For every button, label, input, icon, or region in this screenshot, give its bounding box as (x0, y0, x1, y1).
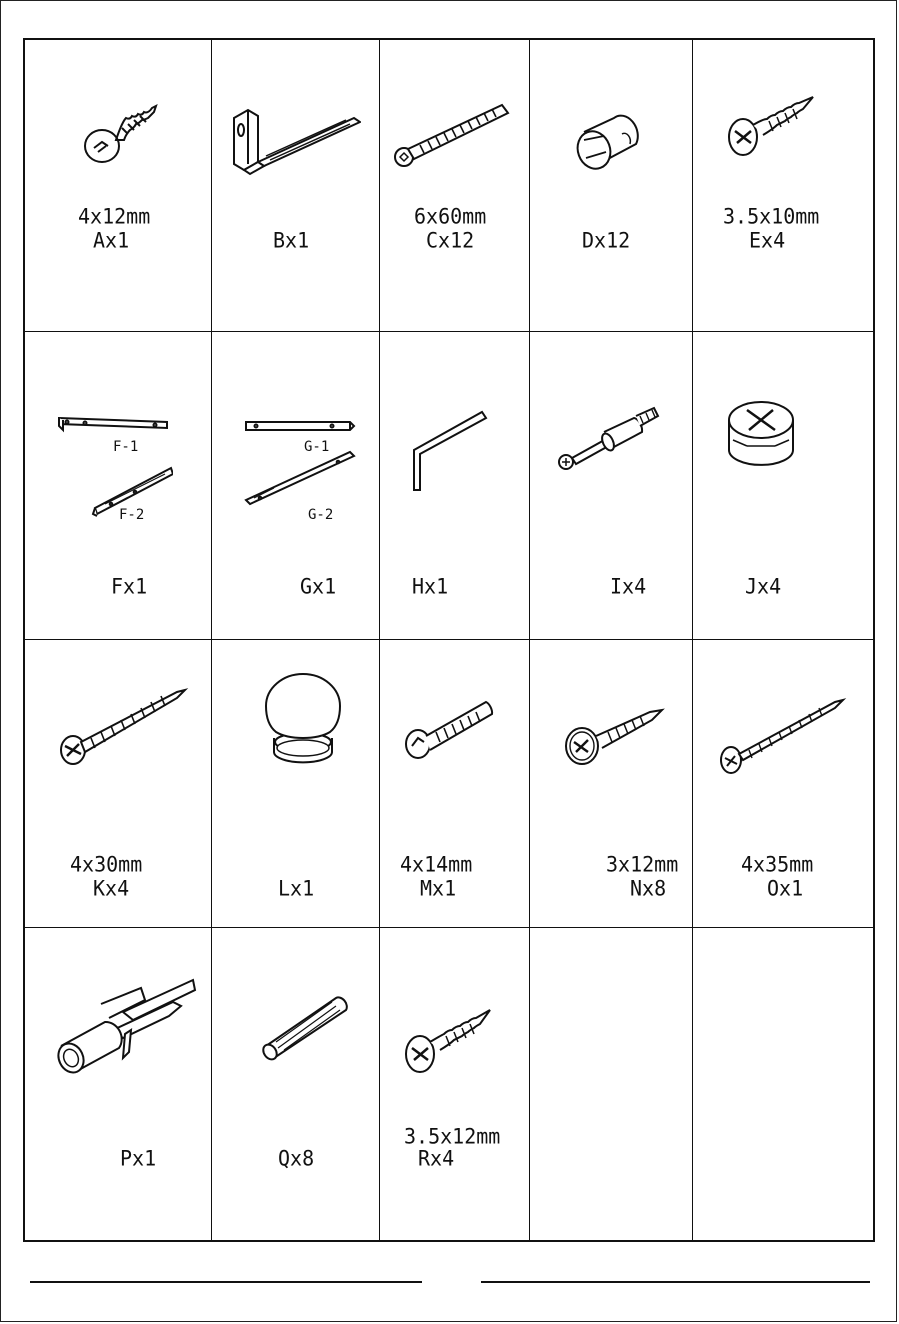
part-size-label: 4x35mm (741, 851, 814, 877)
part-qty-label: Gx1 (300, 573, 337, 599)
part-qty-label: Ex4 (749, 227, 786, 253)
part-qty-label: Ax1 (93, 227, 130, 253)
long-screw-icon (57, 686, 189, 776)
part-sub-label: G-2 (308, 507, 334, 523)
part-qty-label: Ix4 (610, 573, 647, 599)
part-cell-c (380, 40, 529, 331)
part-cell-a (25, 40, 211, 331)
part-cell-g (212, 332, 379, 639)
knob-icon (260, 670, 346, 770)
part-cell-i (530, 332, 692, 639)
part-cell-n (530, 640, 692, 927)
part-qty-label: Lx1 (278, 875, 315, 901)
part-cell-f (25, 332, 211, 639)
part-qty-label: Hx1 (412, 573, 449, 599)
part-cell-e (693, 40, 875, 331)
part-qty-label: Qx8 (278, 1145, 315, 1171)
part-qty-label: Px1 (120, 1145, 157, 1171)
part-qty-label: Ox1 (767, 875, 804, 901)
barrel-nut-icon (570, 110, 650, 180)
part-size-label: 3.5x12mm (404, 1123, 501, 1149)
part-qty-label: Bx1 (273, 227, 310, 253)
flat-head-screw-icon (725, 95, 825, 165)
part-qty-label: Jx4 (745, 573, 782, 599)
part-cell-h (380, 332, 529, 639)
footer-rule-left (30, 1281, 422, 1283)
part-cell-m (380, 640, 529, 927)
part-cell-r (380, 928, 529, 1242)
allen-key-icon (408, 406, 492, 496)
part-sub-label: F-2 (119, 507, 145, 523)
cam-bolt-icon (554, 402, 664, 482)
part-cell-d (530, 40, 692, 331)
truss-head-screw-icon (80, 100, 170, 170)
part-size-label: 4x14mm (400, 851, 473, 877)
part-qty-label: Cx12 (426, 227, 475, 253)
empty-cell (693, 928, 875, 1242)
cam-lock-icon (723, 396, 799, 472)
part-cell-j (693, 332, 875, 639)
part-cell-l (212, 640, 379, 927)
drawer-slide-f-icon (55, 408, 173, 528)
hex-bolt-icon (390, 95, 515, 175)
flat-head-screw-icon (402, 1000, 502, 1080)
part-size-label: 3.5x10mm (723, 203, 820, 229)
part-qty-label: Mx1 (420, 875, 457, 901)
part-qty-label: Rx4 (418, 1145, 455, 1171)
part-qty-label: Fx1 (111, 573, 148, 599)
part-size-label: 3x12mm (606, 851, 679, 877)
machine-screw-icon (402, 696, 502, 768)
part-size-label: 4x30mm (70, 851, 143, 877)
part-sub-label: F-1 (113, 439, 139, 455)
long-thin-screw-icon (717, 696, 847, 780)
part-qty-label: Nx8 (630, 875, 667, 901)
footer-rule-right (481, 1281, 870, 1283)
part-cell-o (693, 640, 875, 927)
wall-anchor-icon (53, 974, 203, 1074)
part-size-label: 6x60mm (414, 203, 487, 229)
hardware-grid (23, 38, 875, 1242)
part-cell-b (212, 40, 379, 331)
part-size-label: 4x12mm (78, 203, 151, 229)
part-sub-label: G-1 (304, 439, 330, 455)
empty-cell (530, 928, 692, 1242)
wooden-dowel-icon (258, 990, 354, 1070)
part-qty-label: Dx12 (582, 227, 631, 253)
part-cell-k (25, 640, 211, 927)
drawer-slide-g-icon (242, 412, 360, 532)
part-qty-label: Kx4 (93, 875, 130, 901)
l-bracket-icon (226, 100, 361, 180)
part-cell-p (25, 928, 211, 1242)
washer-head-screw-icon (564, 708, 674, 778)
part-cell-q (212, 928, 379, 1242)
